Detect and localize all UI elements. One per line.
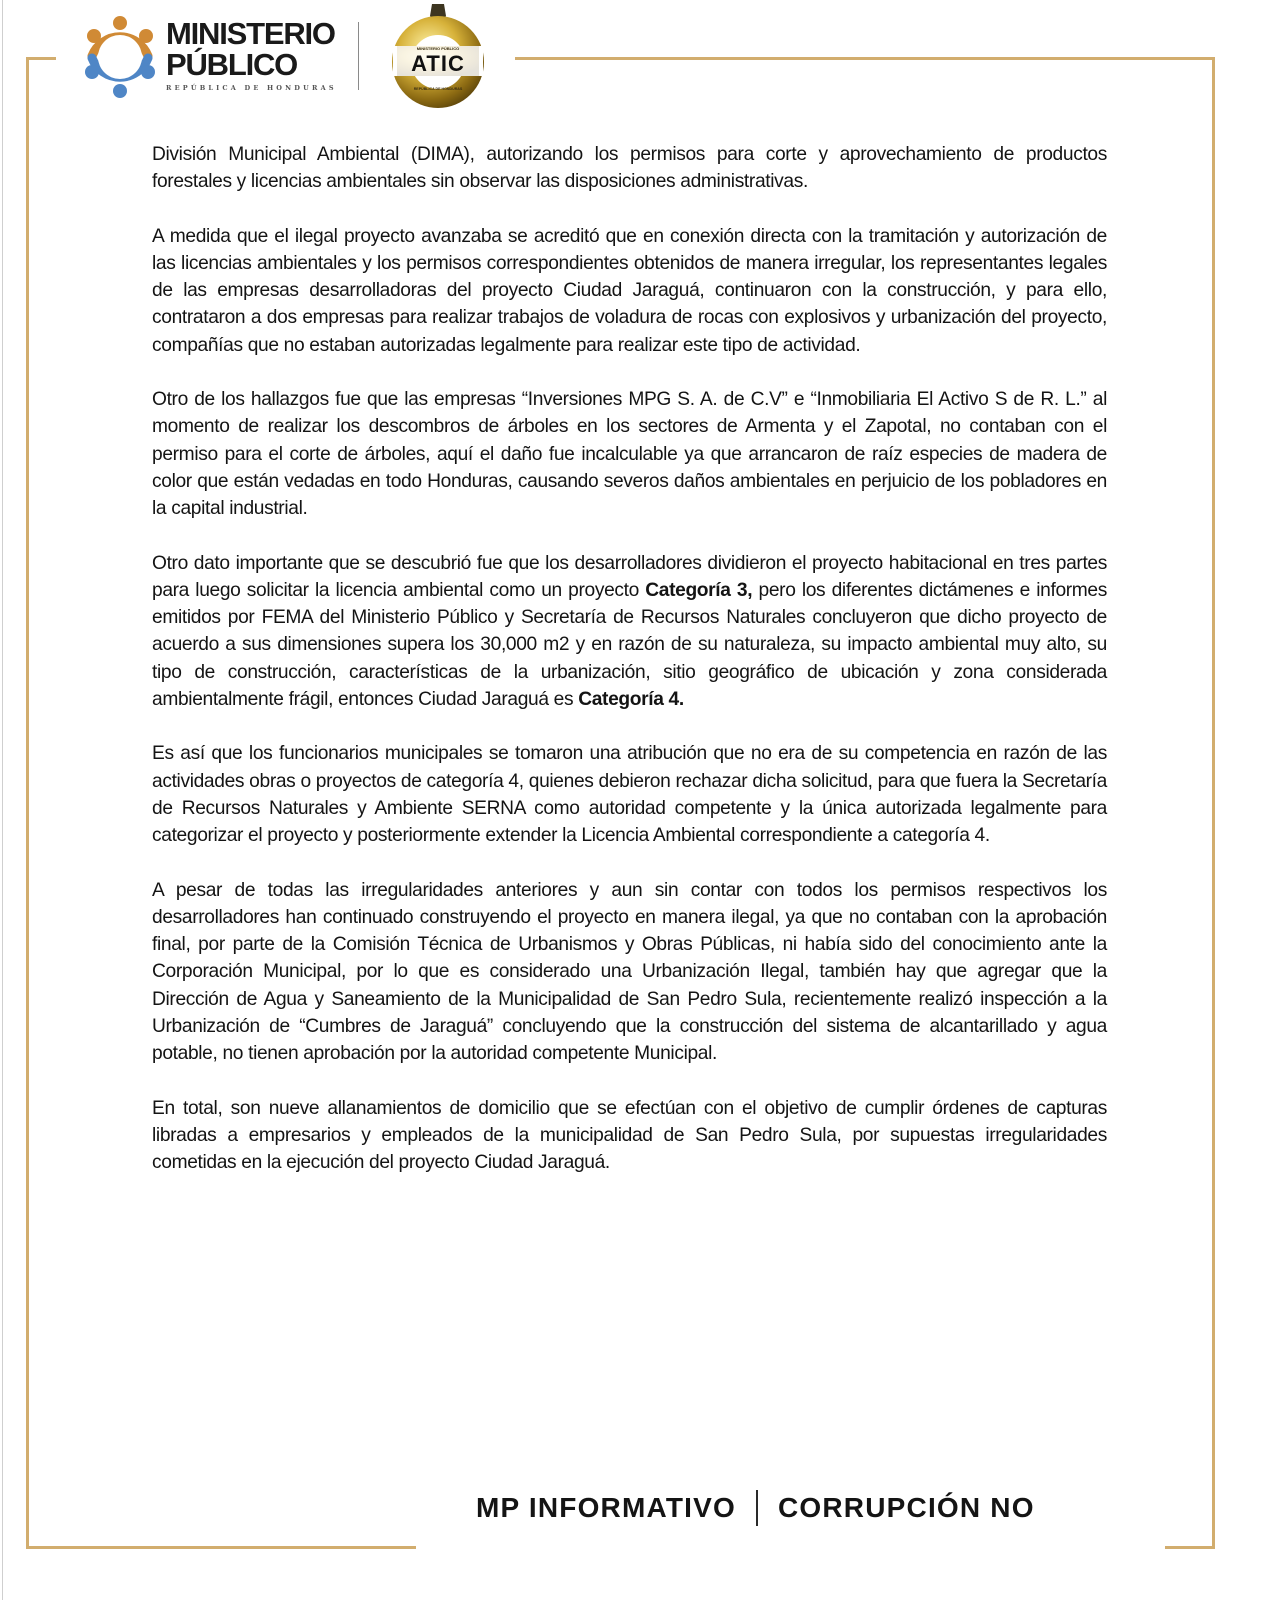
- header-divider: [358, 22, 359, 90]
- frame-left-border: [26, 57, 29, 1549]
- paragraph-1: División Municipal Ambiental (DIMA), autorizando los permisos para corte y aprovechamiento de productos forestales y licencias ambientales sin observar las disposiciones administrativas.: [152, 144, 1107, 193]
- frame-top-left-border: [26, 57, 56, 60]
- svg-text:MINISTERIO PÚBLICO: MINISTERIO PÚBLICO: [416, 46, 460, 51]
- footer-left-label: MP INFORMATIVO: [476, 1492, 736, 1523]
- paragraph-5: Es así que los funcionarios municipales se tomaron una atribución que no era de su competencia en razón de las actividades obras o proyectos de categoría 4, quienes debieron rechazar dicha solicitud, para que fuera la Secretaría de Recursos Naturales y Ambiente SERNA como autoridad competente y la única autorizada legalmente para categorizar el proyecto y posteriormente extender la Licencia Ambiental correspondiente a categoría 4.: [152, 743, 1107, 847]
- frame-right-border: [1212, 57, 1215, 1549]
- org-title-line2: PÚBLICO: [166, 47, 298, 82]
- page-edge-line: [2, 0, 3, 1600]
- ministerio-publico-logo-icon: [80, 14, 160, 100]
- frame-top-right-border: [515, 57, 1215, 60]
- svg-text:ATIC: ATIC: [411, 51, 465, 76]
- paragraph-6: A pesar de todas las irregularidades anteriores y aun sin contar con todos los permisos respectivos los desarrolladores han continuado construyendo el proyecto en manera ilegal, ya que no contaban con la aprobación final, por parte de la Comisión Técnica de Urbanismos y Obras Públicas, ni había sido del conocimiento ante la Corporación Municipal, por lo que es considerado una Urbanización Ilegal, también hay que agregar que la Dirección de Agua y Saneamiento de la Municipalidad de San Pedro Sula, recientemente realizó inspección a la Urbanización de “Cumbres de Jaraguá” concluyendo que la construcción del sistema de alcantarillado y agua potable, no tienen aprobación por la autoridad competente Municipal.: [152, 879, 1107, 1065]
- paragraph-4: Otro dato importante que se descubrió fue que los desarrolladores dividieron el proyecto habitacional en tres partes para luego solicitar la licencia ambiental como un proyecto Categoría 3, pero los diferentes dictámenes e informes emitidos por FEMA del Ministerio Público y Secretaría de Recursos Naturales concluyeron que dicho proyecto de acuerdo a sus dimensiones supera los 30,000 m2 y en razón de su naturaleza, su impacto ambiental muy alto, su tipo de construcción, características de la urbanización, sitio geográfico de ubicación y zona considerada ambientalmente frágil, entonces Ciudad Jaraguá es Categoría 4.: [152, 552, 1107, 711]
- paragraph-2: A medida que el ilegal proyecto avanzaba se acreditó que en conexión directa con la tramitación y autorización de las licencias ambientales y los permisos correspondientes obtenidos de manera irregular, los representantes legales de las empresas desarrolladoras del proyecto Ciudad Jaraguá, continuaron con la construcción, y para ello, contrataron a dos empresas para realizar trabajos de voladura de rocas con explosivos y urbanización del proyecto, compañías que no estaban autorizadas legalmente para realizar este tipo de actividad.: [152, 225, 1107, 356]
- org-title-line1: MINISTERIO: [166, 16, 335, 51]
- svg-text:REPÚBLICA DE HONDURAS: REPÚBLICA DE HONDURAS: [413, 87, 463, 91]
- ministerio-publico-wordmark: [166, 18, 346, 92]
- paragraph-7: En total, son nueve allanamientos de domicilio que se efectúan con el objetivo de cumplir órdenes de capturas libradas a empresarios y empleados de la municipalidad de San Pedro Sula, por supuestas irregularidades cometidas en la ejecución del proyecto Ciudad Jaraguá.: [152, 1097, 1107, 1174]
- category-3-emphasis: Categoría 3,: [645, 579, 753, 601]
- footer-right-label: CORRUPCIÓN NO: [777, 1492, 1035, 1523]
- frame-bottom-left-border: [26, 1546, 416, 1549]
- atic-logo-icon: [385, 2, 491, 110]
- letterhead: [76, 0, 506, 112]
- document-body: [152, 141, 1107, 1204]
- footer-tagline: [476, 1488, 1035, 1528]
- org-subtitle: REPÚBLICA DE HONDURAS: [166, 84, 337, 92]
- footer-divider: [756, 1490, 758, 1526]
- paragraph-3: Otro de los hallazgos fue que las empresas “Inversiones MPG S. A. de C.V” e “Inmobiliaria El Activo S de R. L.” al momento de realizar los descombros de árboles en los sectores de Armenta y el Zapotal, no contaban con el permiso para el corte de árboles, aquí el daño fue incalculable ya que arrancaron de raíz especies de madera de color que están vedadas en todo Honduras, causando severos daños ambientales en perjuicio de los pobladores en la capital industrial.: [152, 389, 1107, 520]
- frame-bottom-right-border: [1165, 1546, 1215, 1549]
- category-4-emphasis: Categoría 4.: [578, 689, 684, 711]
